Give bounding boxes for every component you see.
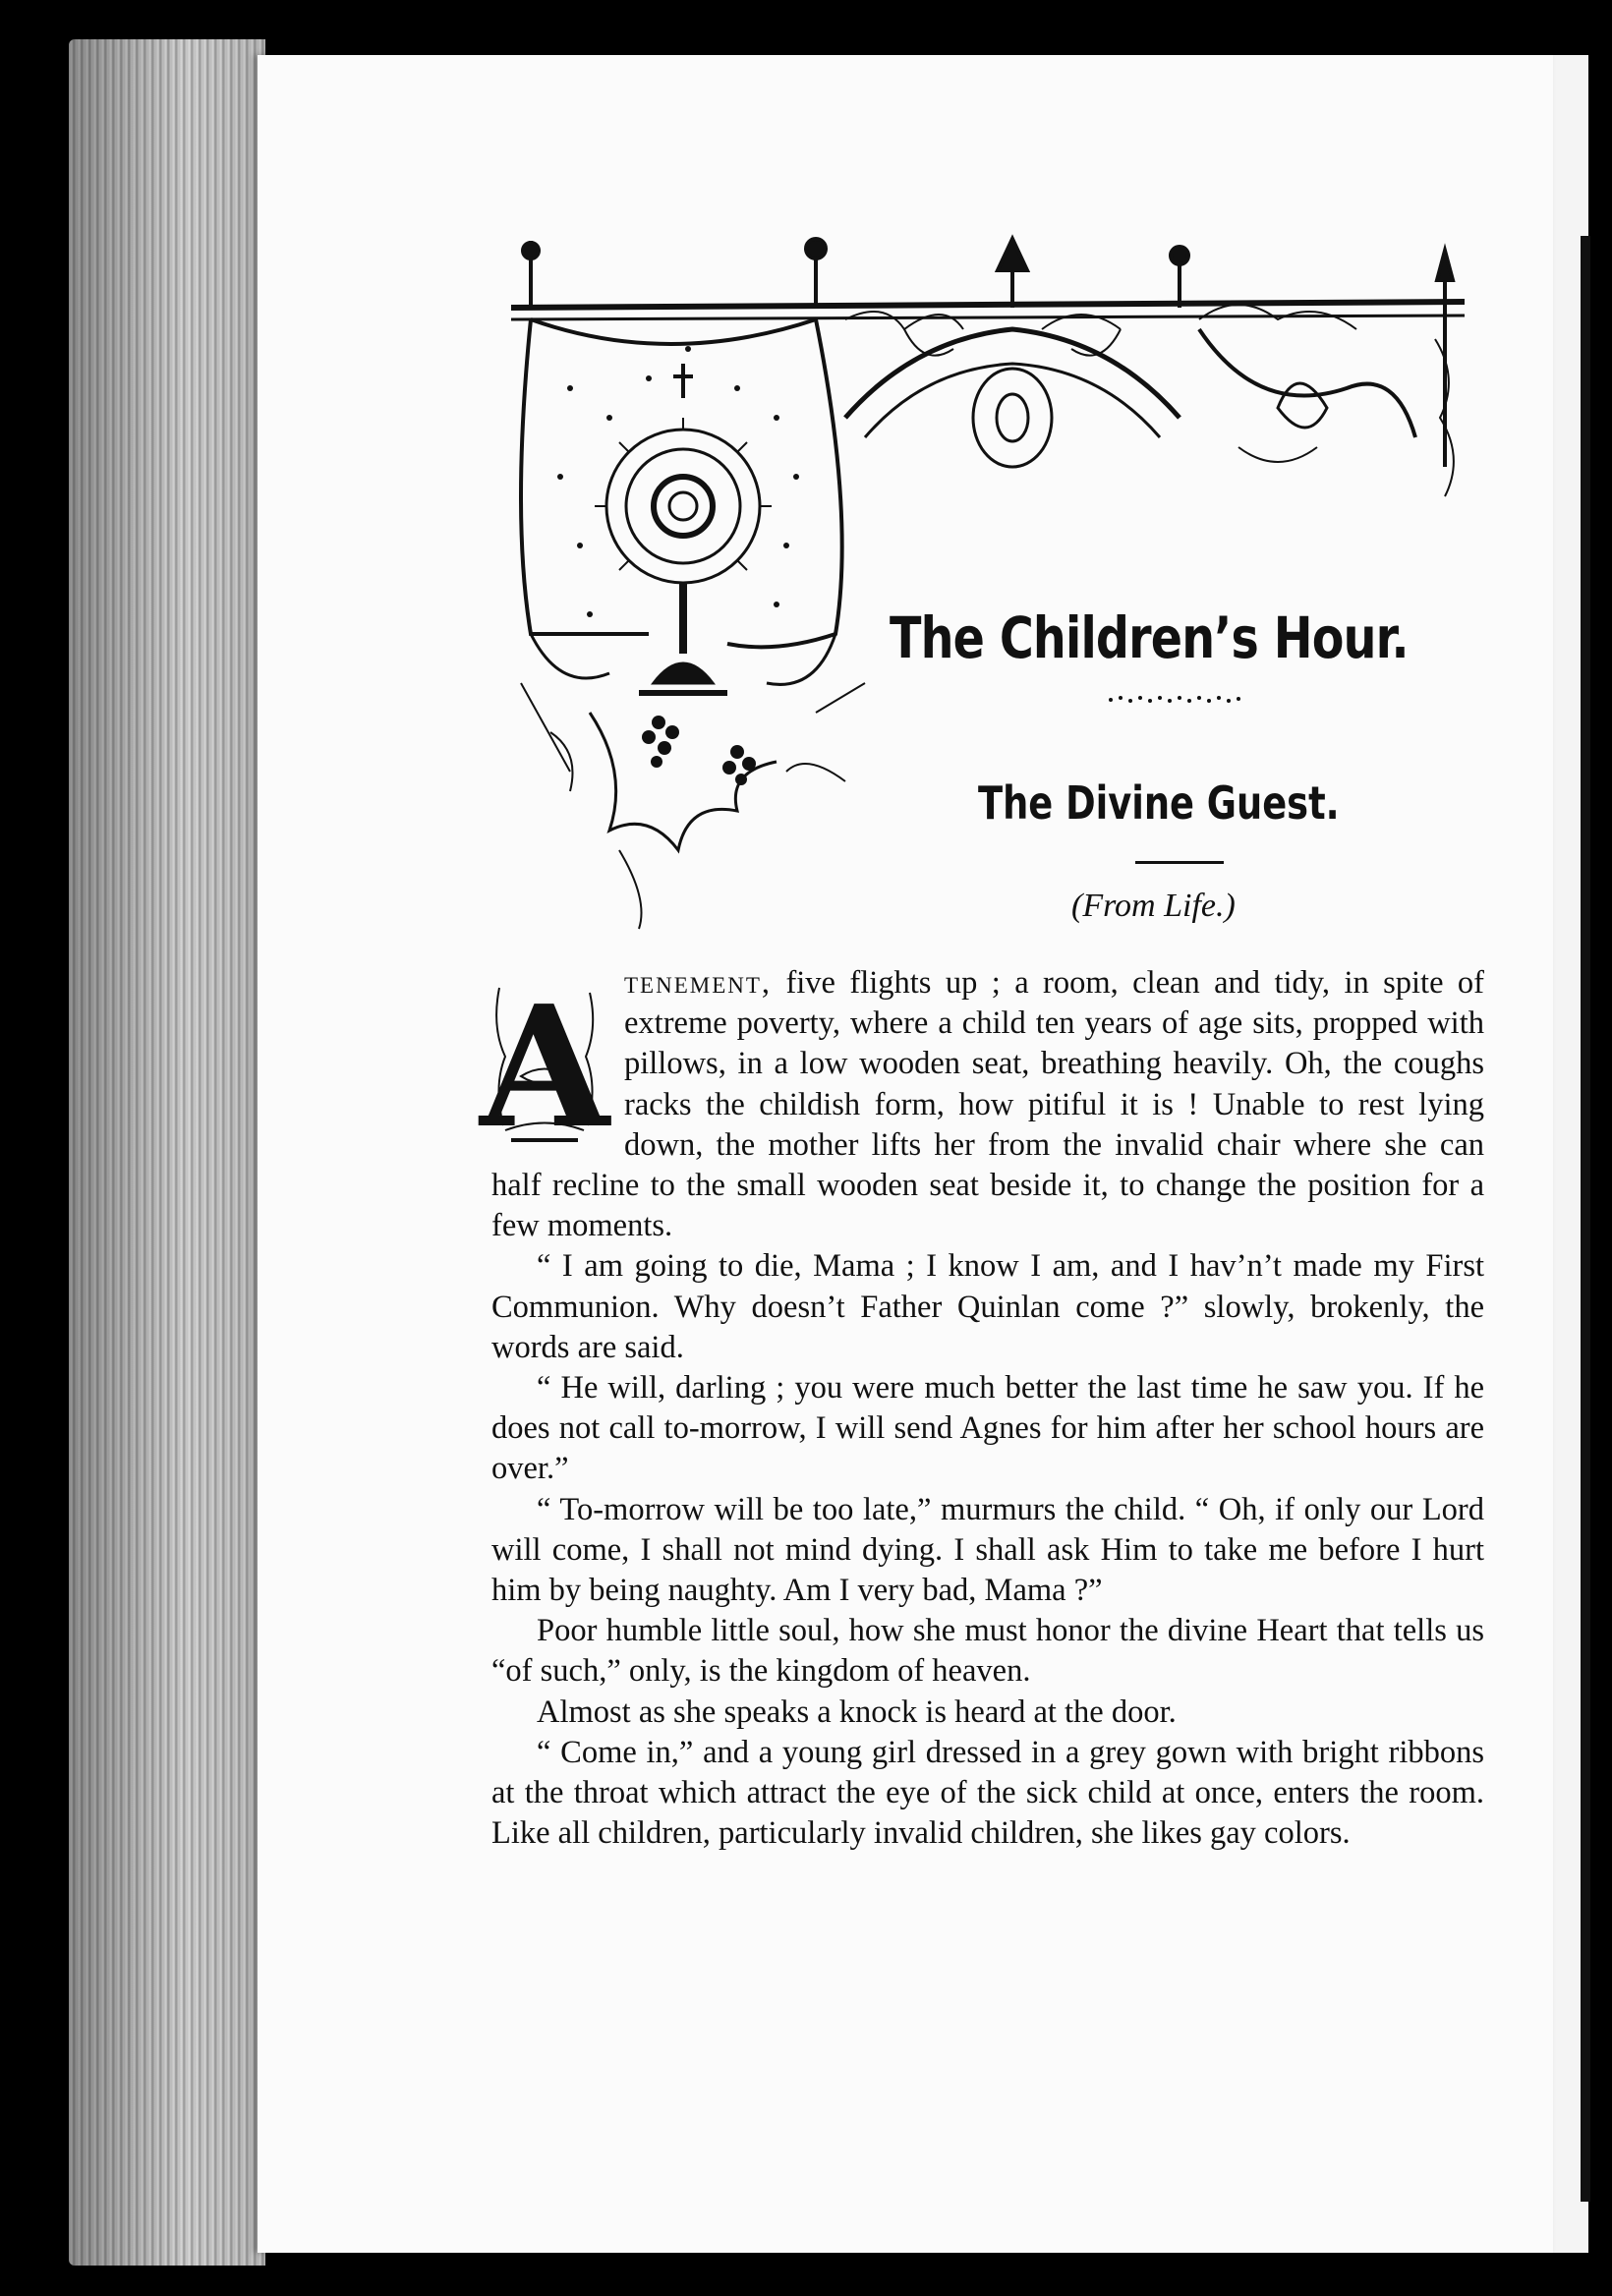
article-title: The Divine Guest.: [978, 776, 1340, 830]
paragraph-text: five flights up ; a room, clean and tidy, in spite of extreme poverty, where a child ten years of age sits, propped with pillows, in a low wooden seat, breathing heavily. Oh, the coughs racks the childish form, how pitiful it is ! Unable to rest lying down, the mother lifts her from the invalid chair where she can half recline to the small wooden seat beside it, to change the position for a few moments.: [491, 965, 1484, 1244]
article-paragraph: [491, 963, 1484, 1246]
monstrance-banner-illustration: [491, 221, 1484, 948]
article-paragraph: “ To-morrow will be too late,” murmurs the child. “ Oh, if only our Lord will come, I shall not mind dying. I shall ask Him to take me before I hurt him by being naughty. Am I very bad, Mama ?”: [491, 1491, 1484, 1609]
article-body: [491, 963, 1484, 1854]
page-gutter: [1581, 236, 1590, 2202]
title-ornament-icon: [1106, 693, 1243, 707]
article-paragraph: “ I am going to die, Mama ; I know I am, and I hav’n’t made my First Communion. Why doesn’t Father Quinlan come ?” slowly, brokenly, the words are said.: [491, 1248, 1484, 1365]
article-source: (From Life.): [1071, 888, 1236, 924]
article-paragraph: “ He will, darling ; you were much better the last time he saw you. If he does not call to-morrow, I will send Agnes for him after her school hours are over.”: [491, 1370, 1484, 1487]
title-divider: [1135, 861, 1224, 864]
page-title: The Children’s Hour.: [890, 604, 1409, 671]
svg-text:A: A: [480, 969, 609, 1166]
drop-cap-space: [491, 963, 624, 1160]
article-paragraph: Almost as she speaks a knock is heard at the door.: [537, 1693, 1177, 1730]
article-paragraph: Poor humble little soul, how she must honor the divine Heart that tells us “of such,” only, is the kingdom of heaven.: [491, 1613, 1484, 1690]
opening-words: tenement,: [624, 965, 773, 1001]
book-edge-shadow: [69, 39, 265, 2266]
article-paragraph: “ Come in,” and a young girl dressed in a grey gown with bright ribbons at the throat which attract the eye of the sick child at once, enters the room. Like all children, particularly invalid children, she likes gay colors.: [491, 1734, 1484, 1852]
